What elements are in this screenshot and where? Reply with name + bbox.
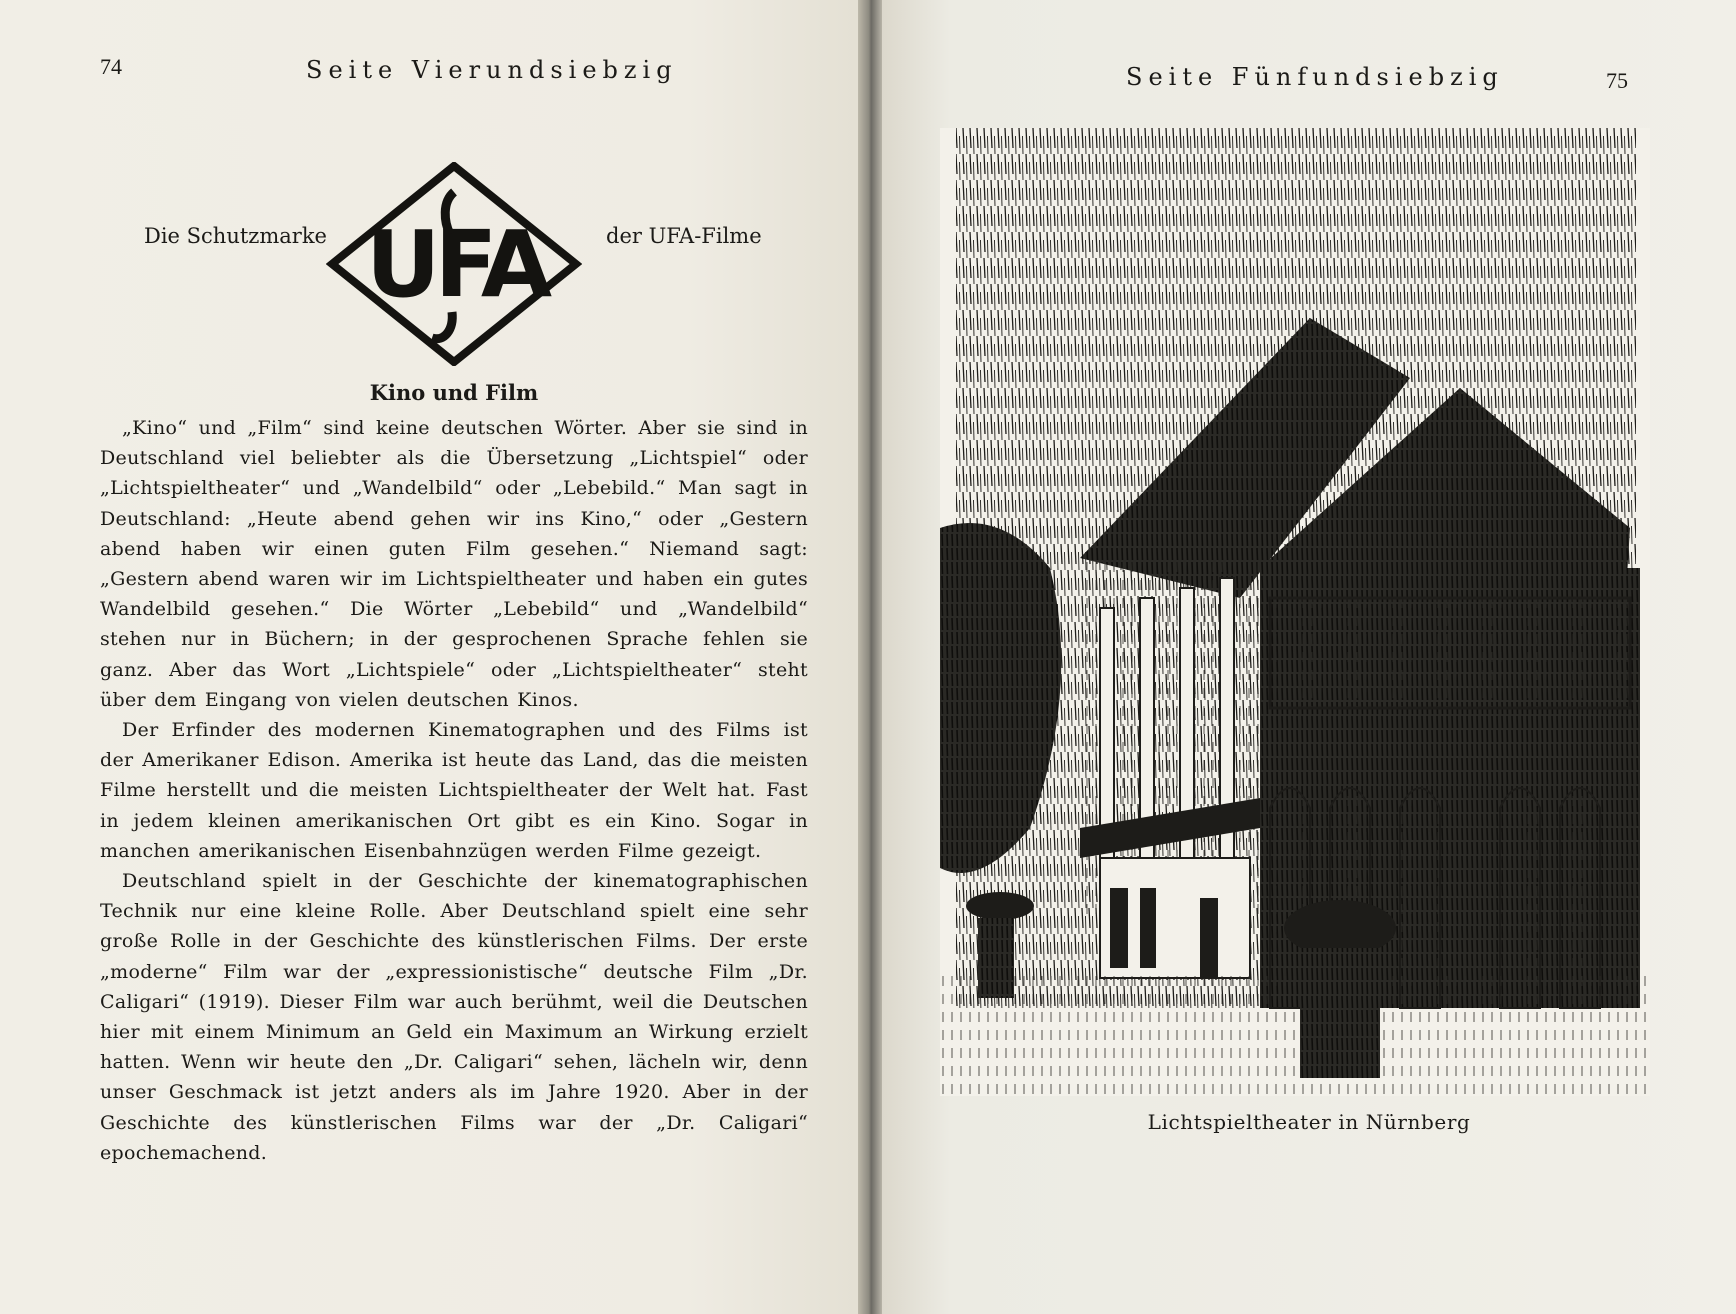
logo-letters: UFA [365, 211, 547, 318]
page-number-right: 75 [1606, 68, 1628, 93]
running-head-left: Seite Vierundsiebzig [306, 56, 678, 84]
logo-row [0, 162, 858, 372]
body-text [100, 413, 808, 1168]
ufa-logo [326, 162, 582, 366]
illustration-caption: Lichtspieltheater in Nürnberg [1147, 1110, 1471, 1134]
page-number-left: 74 [100, 54, 122, 79]
book-gutter [858, 0, 882, 1314]
paragraph: Der Erfinder des modernen Kinematographen und des Films ist der Amerikaner Edison. Amerika ist heute das Land, das die meisten Filme herstellt und die meisten Lichtspieltheater der Welt hat. Fast in jedem kleinen amerikanischen Ort gibt es ein Kino. Sogar in manchen amerikanischen Eisenbahnzügen werden Filme gezeigt. [100, 719, 808, 862]
illustration-drawing [940, 128, 1650, 1096]
paragraph: „Kino“ und „Film“ sind keine deutschen Wörter. Aber sie sind in Deutschland viel beliebter als die Übersetzung „Lichtspiel“ oder „Lichtspieltheater“ und „Wandelbild“ oder „Lebebild.“ Man sagt in Deutschland: „Heute abend gehen wir ins Kino,“ oder „Gestern abend haben wir einen guten Film gesehen.“ Niemand sagt: „Gestern abend waren wir im Lichtspieltheater und haben ein gutes Wandelbild gesehen.“ Die Wörter „Lebebild“ und „Wandelbild“ stehen nur in Büchern; in der gesprochenen Sprache fehlen sie ganz. Aber das Wort „Lichtspiele“ oder „Lichtspieltheater“ steht über dem Eingang von vielen deutschen Kinos. [100, 417, 808, 711]
running-head-right: Seite Fünfundsiebzig [1126, 63, 1504, 91]
section-heading: Kino und Film [369, 380, 539, 405]
paragraph: Deutschland spielt in der Geschichte der kinematographischen Technik nur eine kleine Rolle. Aber Deutschland spielt eine sehr große Rolle in der Geschichte des künstlerischen Films. Der erste „moderne“ Film war der „expressionistische“ deutsche Film „Dr. Caligari“ (1919). Dieser Film war auch berühmt, weil die Deutschen hier mit einem Minimum an Geld ein Maximum an Wirkung erzielt hatten. Wenn wir heute den „Dr. Caligari“ sehen, lächeln wir, denn unser Geschmack ist jetzt anders als im Jahre 1920. Aber in der Geschichte des künstlerischen Films war der „Dr. Caligari“ epochemachend. [100, 870, 808, 1164]
logo-caption-right: der UFA-Filme [606, 224, 762, 248]
right-page [882, 0, 1736, 1314]
ufa-logo-graphic [326, 162, 582, 366]
cinema-building-illustration [940, 128, 1650, 1096]
left-page [0, 0, 858, 1314]
logo-caption-left: Die Schutzmarke [144, 224, 327, 248]
